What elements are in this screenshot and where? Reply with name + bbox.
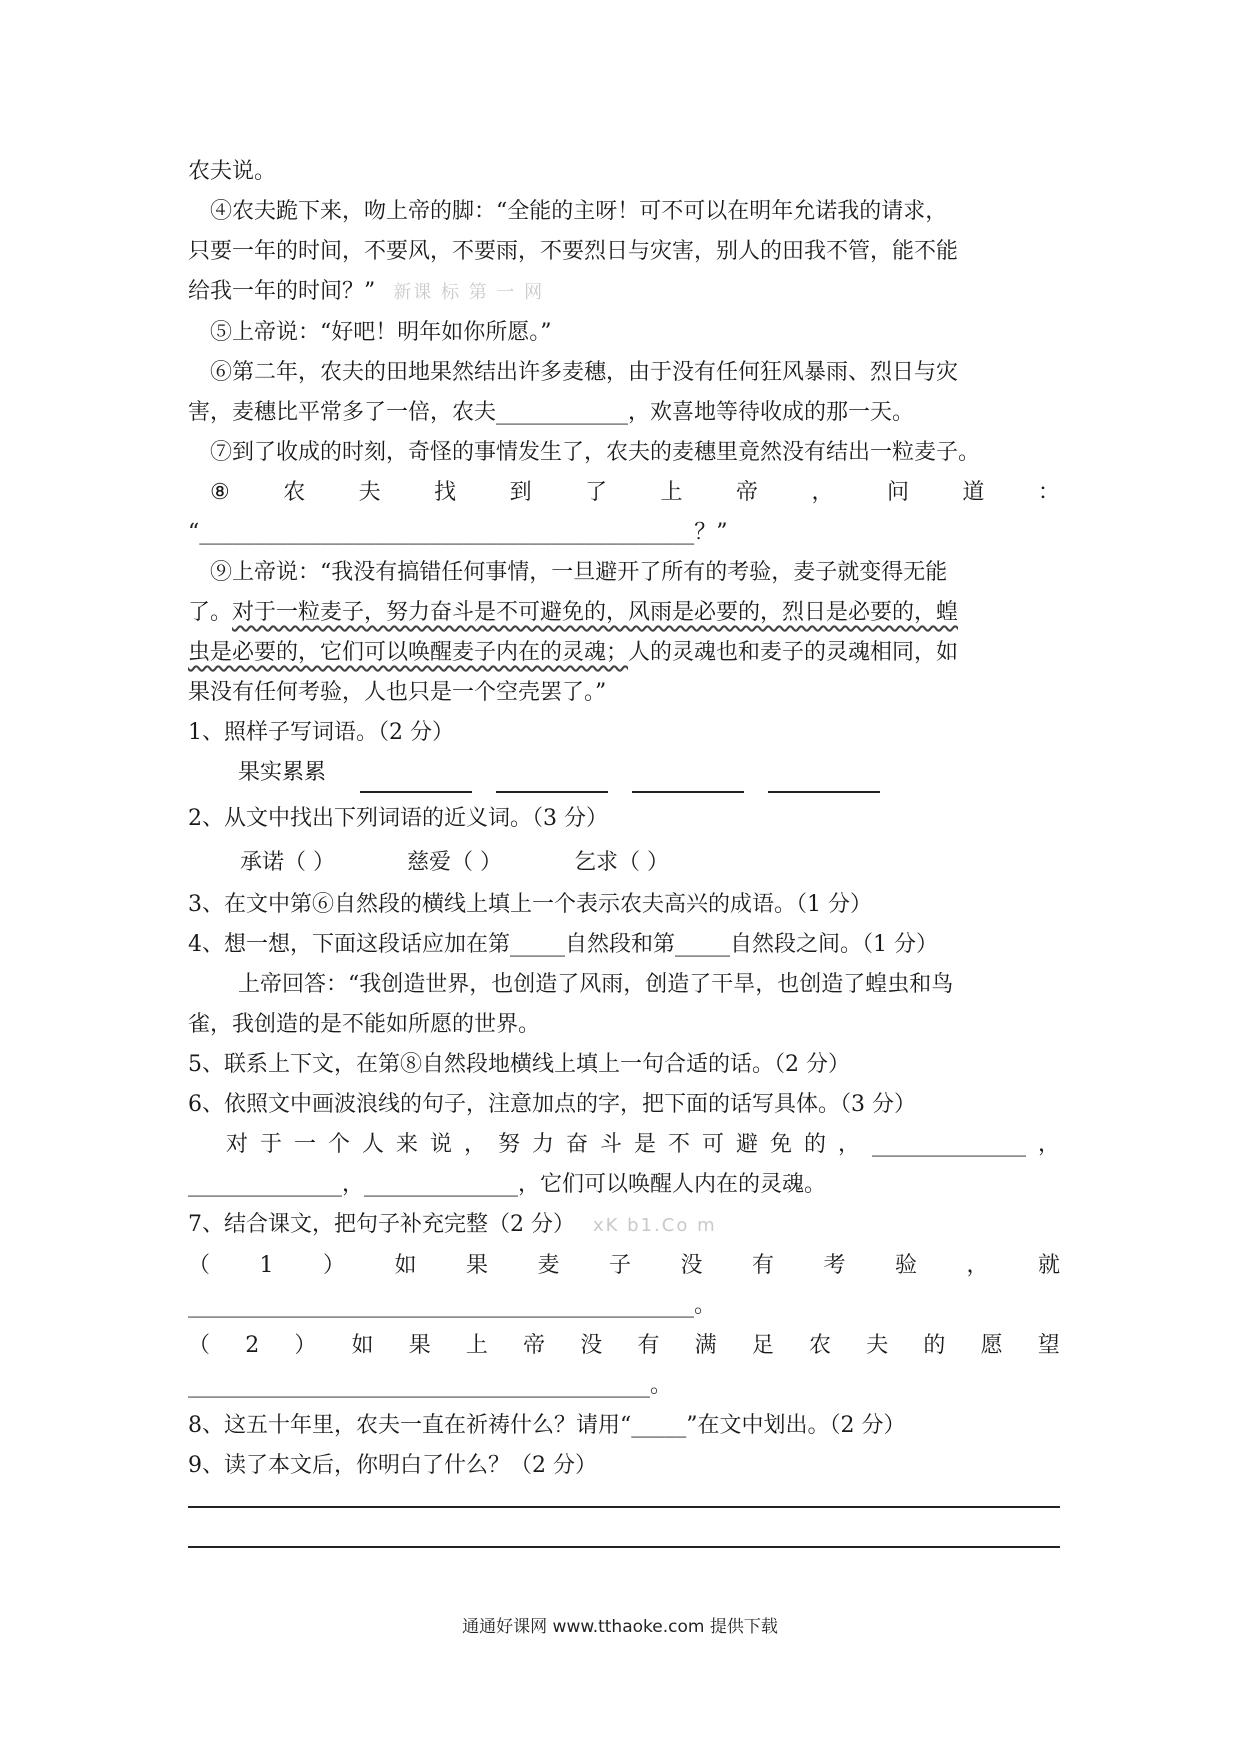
question-5: 5、联系上下文，在第⑧自然段地横线上填上一句合适的话。（2 分） (188, 1052, 850, 1077)
spread-char: 力 (532, 1132, 555, 1157)
spread-char: 是 (634, 1132, 657, 1157)
spread-char: 的 (923, 1333, 946, 1358)
passage-line: 果没有任何考验，人也只是一个空壳罢了。” (188, 680, 607, 705)
page-footer: 通通好课网 www.tthaoke.com 提供下载 (462, 1617, 778, 1637)
passage-paragraph-9: ⑨上帝说：“我没有搞错任何事情，一旦避开了所有的考验，麦子就变得无能 (210, 560, 948, 585)
passage-text: 人的灵魂也和麦子的灵魂相同，如 (628, 640, 959, 665)
exam-content (188, 152, 1060, 1486)
question-1-example: 果实累累 (238, 760, 327, 785)
spread-char: 帝 (736, 480, 759, 505)
question-1-title: 1、照样子写词语。（2 分） (188, 720, 454, 745)
spread-char: 没 (580, 1333, 603, 1358)
question-4-quote: 上帝回答：“我创造世界，也创造了风雨，创造了干旱，也创造了蝗虫和鸟 (238, 972, 954, 997)
spread-char: 足 (751, 1333, 774, 1358)
spread-char: 如 (351, 1333, 374, 1358)
spread-char: 夫 (866, 1333, 889, 1358)
spread-char: ， (464, 1132, 487, 1157)
synonym-item: 承诺（ ） (240, 850, 335, 875)
question-7-part-1 (188, 1246, 1060, 1286)
watermark-text: xK b1.Co m (593, 1215, 717, 1236)
spread-char: 帝 (523, 1333, 546, 1358)
spread-char: 一 (294, 1132, 317, 1157)
answer-line[interactable] (188, 1546, 1060, 1548)
spread-char: 人 (362, 1132, 385, 1157)
passage-paragraph-5: ⑤上帝说：“好吧！明年如你所愿。” (210, 320, 552, 345)
spread-char: 道 (962, 480, 985, 505)
spread-char: 农 (283, 480, 306, 505)
spread-char: 说 (430, 1132, 453, 1157)
question-7-part-2-blank[interactable]: __________________________________________。 (188, 1373, 673, 1398)
spread-char: 来 (396, 1132, 419, 1157)
passage-answer-blank: “_____________________________________________？” (188, 520, 728, 545)
spread-char: 可 (702, 1132, 725, 1157)
question-4-quote: 雀，我创造的是不能如所愿的世界。 (188, 1012, 541, 1037)
spread-char: ： (1037, 480, 1060, 505)
passage-line (188, 633, 1060, 673)
passage-line: 只要一年的时间，不要风，不要雨，不要烈日与灾害，别人的田我不管，能不能 (188, 239, 959, 264)
question-6-sentence (188, 1125, 1060, 1165)
spread-char: 免 (770, 1132, 793, 1157)
question-7-title-row (188, 1205, 1060, 1246)
spread-char: 个 (328, 1132, 351, 1157)
answer-blank[interactable] (768, 765, 880, 793)
spread-char: 有 (751, 1253, 774, 1278)
spread-char: 斗 (600, 1132, 623, 1157)
question-6: 6、依照文中画波浪线的句子，注意加点的字，把下面的话写具体。（3 分） (188, 1092, 916, 1117)
spread-char: （ (188, 1333, 211, 1358)
spread-char: ， (838, 1132, 861, 1157)
passage-paragraph-8 (188, 473, 1060, 513)
spread-char: ， (1037, 1132, 1060, 1157)
spread-char: 愿 (980, 1333, 1003, 1358)
passage-line: 农夫说。 (188, 159, 277, 184)
spread-char: 没 (680, 1253, 703, 1278)
spread-char: 满 (694, 1333, 717, 1358)
passage-paragraph-7: ⑦到了收成的时刻，奇怪的事情发生了，农夫的麦穗里竟然没有结出一粒麦子。 (210, 440, 981, 465)
passage-line (188, 272, 1060, 313)
spread-char: 于 (260, 1132, 283, 1157)
passage-text: 了。 (188, 600, 233, 625)
question-2-title: 2、从文中找出下列词语的近义词。（3 分） (188, 806, 608, 831)
spread-char: （ (188, 1253, 211, 1278)
passage-line-with-blank: 害，麦穗比平常多了一倍，农夫____________，欢喜地等待收成的那一天。 (188, 400, 915, 425)
spread-char: 奋 (566, 1132, 589, 1157)
wavy-underlined-sentence: 虫是必要的，它们可以唤醒麦子内在的灵魂； (188, 640, 629, 665)
question-2-items (188, 843, 1060, 883)
answer-blank[interactable] (496, 765, 608, 793)
question-3: 3、在文中第⑥自然段的横线上填上一个表示农夫高兴的成语。（1 分） (188, 892, 872, 917)
spread-char: 就 (1037, 1253, 1060, 1278)
spread-char: ， (811, 480, 834, 505)
synonym-item: 乞求（ ） (574, 850, 669, 875)
spread-char: 如 (394, 1253, 417, 1278)
spread-char: 了 (585, 480, 608, 505)
spread-char: 努 (498, 1132, 521, 1157)
spread-char: 上 (660, 480, 683, 505)
spread-char: 麦 (537, 1253, 560, 1278)
question-9: 9、读了本文后，你明白了什么？（2 分） (188, 1453, 597, 1478)
answer-blank[interactable] (360, 765, 472, 793)
spread-char: 农 (809, 1333, 832, 1358)
question-1-answer-row (188, 753, 1060, 793)
answer-blank[interactable]: ______________ (872, 1132, 1026, 1157)
question-4: 4、想一想，下面这段话应加在第_____自然段和第_____自然段之间。（1 分） (188, 932, 938, 957)
spread-char: 对 (226, 1132, 249, 1157)
question-7-title: 7、结合课文，把句子补充完整（2 分） (188, 1212, 575, 1237)
answer-line[interactable] (188, 1506, 1060, 1508)
spread-char: 问 (886, 480, 909, 505)
spread-char: ， (966, 1253, 989, 1278)
question-8: 8、这五十年里，农夫一直在祈祷什么？请用“_____”在文中划出。（2 分） (188, 1413, 906, 1438)
spread-char: 到 (509, 480, 532, 505)
passage-line (188, 593, 1060, 633)
spread-char: 的 (804, 1132, 827, 1157)
answer-blank[interactable] (632, 765, 744, 793)
watermark-text: 新课 标 第 一 网 (393, 282, 545, 303)
spread-char: ） (322, 1253, 345, 1278)
spread-char: 考 (823, 1253, 846, 1278)
spread-char: 有 (637, 1333, 660, 1358)
spread-char: 找 (434, 480, 457, 505)
spread-char: 果 (408, 1333, 431, 1358)
passage-text: 给我一年的时间？” (188, 279, 376, 304)
synonym-item: 慈爱（ ） (407, 850, 502, 875)
passage-paragraph-6: ⑥第二年，农夫的田地果然结出许多麦穗，由于没有任何狂风暴雨、烈日与灾 (210, 360, 959, 385)
spread-char: 夫 (358, 480, 381, 505)
spread-char: 2 (245, 1333, 260, 1358)
spread-char: 不 (668, 1132, 691, 1157)
spread-char: 望 (1037, 1333, 1060, 1358)
spread-char: 验 (894, 1253, 917, 1278)
spread-char: 1 (259, 1253, 274, 1278)
question-6-sentence-cont: ______________，______________，它们可以唤醒人内在的灵魂。 (188, 1172, 827, 1197)
spread-char: ⑧ (210, 480, 230, 505)
question-7-part-1-blank[interactable]: ______________________________________________。 (188, 1293, 717, 1318)
spread-char: ） (294, 1333, 317, 1358)
spread-char: 避 (736, 1132, 759, 1157)
spread-char: 上 (465, 1333, 488, 1358)
passage-paragraph-4: ④农夫跪下来，吻上帝的脚：“全能的主呀！可不可以在明年允诺我的请求， (210, 199, 948, 224)
spread-char: 果 (465, 1253, 488, 1278)
question-7-part-2 (188, 1326, 1060, 1366)
spread-char: 子 (608, 1253, 631, 1278)
wavy-underlined-sentence: 对于一粒麦子，努力奋斗是不可避免的，风雨是必要的，烈日是必要的，蝗 (232, 600, 959, 625)
